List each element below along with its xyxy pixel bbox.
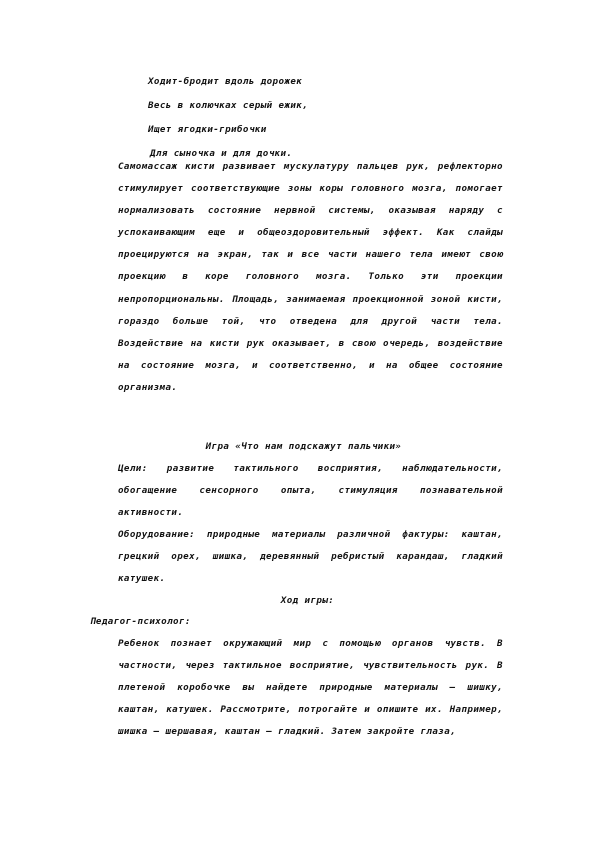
poem-line: Для сыночка и для дочки.	[150, 148, 293, 159]
speech-paragraph: Ребенок познает окружающий мир с помощью органов чувств. В частности, через тактильное восприятие, чувствительность рук. В плетеной коробочке вы найдете природные материалы – шишку, каштан, катушек. Рассмотрите, потрогайте и опишите их. Например, шишка – шершавая, каштан – гладкий. Затем закройте глаза,	[118, 638, 503, 738]
course-title: Ход игры:	[280, 595, 335, 606]
goals-paragraph: Цели: развитие тактильного восприятия, наблюдательности, обогащение сенсорного опыта, стимуляция познавательной активности.	[118, 463, 503, 519]
poem-line: Весь в колючках серый ежик,	[148, 100, 309, 111]
poem-line: Ходит-бродит вдоль дорожек	[148, 76, 303, 87]
poem	[148, 70, 308, 166]
poem-line: Ищет ягодки-грибочки	[148, 124, 267, 135]
paragraph-massage: Самомассаж кисти развивает мускулатуру пальцев рук, рефлекторно стимулирует соответствующие зоны коры головного мозга, помогает нормализовать состояние нервной системы, оказывая наряду с успокаивающим еще и общеоздоровительный эффект. Как слайды проецируются на экран, так и все части нашего тела имеют свою проекцию в коре головного мозга. Только эти проекции непропорциональны. Площадь, занимаемая проекционной зоной кисти, гораздо больше той, что отведена для другой части тела. Воздействие на кисти рук оказывает, в свою очередь, воздействие на состояние мозга, и соответственно, и на общее состояние организма.	[118, 161, 503, 393]
game-title: Игра «Что нам подскажут пальчики»	[205, 441, 402, 452]
speaker-label: Педагог-психолог:	[90, 616, 191, 627]
equipment-paragraph: Оборудование: природные материалы различной фактуры: каштан, грецкий орех, шишка, деревянный ребристый карандаш, гладкий катушек.	[118, 529, 503, 585]
